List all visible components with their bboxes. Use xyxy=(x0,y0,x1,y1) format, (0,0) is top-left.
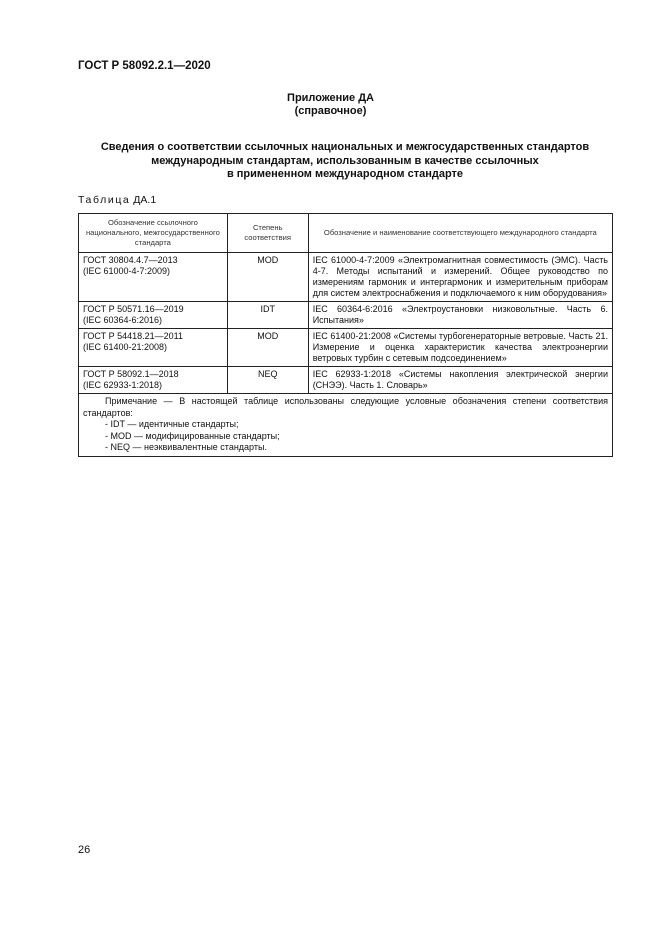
table-label xyxy=(78,194,156,206)
degree-cell: MOD xyxy=(227,329,308,367)
table-header-row xyxy=(79,214,613,253)
international-standard-cell: IEC 62933-1:2018 «Системы накопления электрической энергии (СНЭЭ). Часть 1. Словарь» xyxy=(308,367,612,394)
national-standard-cell xyxy=(79,329,228,367)
national-standard-ref: (IEC 61000-4-7:2009) xyxy=(83,266,171,276)
note-text: Примечание — В настоящей таблице использованы следующие условные обозначения степени соответствия стандартов: xyxy=(83,396,608,418)
national-standard: ГОСТ Р 58092.1—2018 xyxy=(83,369,179,379)
table-row xyxy=(79,253,613,302)
international-standard-cell: IEC 61400-21:2008 «Системы турбогенераторные ветровые. Часть 21. Измерение и оценка характеристик качества электроэнергии ветровых турбин с сетевым подсоединением» xyxy=(308,329,612,367)
national-standard-ref: (IEC 61400-21:2008) xyxy=(83,342,168,352)
column-header-international: Обозначение и наименование соответствующего международного стандарта xyxy=(308,214,612,253)
table-row xyxy=(79,302,613,329)
appendix-subtitle: (справочное) xyxy=(294,105,367,117)
standards-table xyxy=(78,213,613,457)
national-standard-cell xyxy=(79,302,228,329)
table-label-prefix: Таблица xyxy=(78,194,131,206)
national-standard: ГОСТ Р 54418.21—2011 xyxy=(83,331,183,341)
note-item-mod: - MOD — модифицированные стандарты; xyxy=(105,430,280,441)
document-id: ГОСТ Р 58092.2.1—2020 xyxy=(78,60,211,72)
national-standard: ГОСТ Р 50571.16—2019 xyxy=(83,304,184,314)
table-label-id: ДА.1 xyxy=(133,194,157,206)
column-header-degree: Степень соответствия xyxy=(227,214,308,253)
national-standard-ref: (IEC 62933-1:2018) xyxy=(83,380,163,390)
table-note-row xyxy=(79,394,613,457)
degree-cell: NEQ xyxy=(227,367,308,394)
heading-line-3: в примененном международном стандарте xyxy=(226,168,464,180)
degree-cell: IDT xyxy=(227,302,308,329)
national-standard: ГОСТ 30804.4.7—2013 xyxy=(83,255,178,265)
page-number: 26 xyxy=(78,844,91,856)
note-item-neq: - NEQ — неэквивалентные стандарты. xyxy=(105,442,267,452)
national-standard-cell xyxy=(79,253,228,302)
note-item-idt: - IDT — идентичные стандарты; xyxy=(105,419,239,429)
international-standard-cell: IEC 61000-4-7:2009 «Электромагнитная совместимость (ЭМС). Часть 4-7. Методы испытаний и измерений. Общее руководство по измерениям гармоник и интергармоник и измерительным приборам для систем электроснабжения и подключаемого к ним оборудования» xyxy=(308,253,612,302)
national-standard-cell xyxy=(79,367,228,394)
heading-line-2: международным стандартам, использованным в качестве ссылочных xyxy=(151,154,539,167)
appendix-title: Приложение ДА xyxy=(287,92,374,104)
column-header-national: Обозначение ссылочного национального, межгосударственного стандарта xyxy=(79,214,228,253)
national-standard-ref: (IEC 60364-6:2016) xyxy=(83,315,163,325)
table-note xyxy=(79,394,613,457)
international-standard-cell: IEC 60364-6:2016 «Электроустановки низковольтные. Часть 6. Испытания» xyxy=(308,302,612,329)
section-heading xyxy=(80,141,610,182)
table-row xyxy=(79,329,613,367)
degree-cell: MOD xyxy=(227,253,308,302)
heading-line-1: Сведения о соответствии ссылочных национальных и межгосударственных стандартов xyxy=(100,141,590,153)
table-row xyxy=(79,367,613,394)
